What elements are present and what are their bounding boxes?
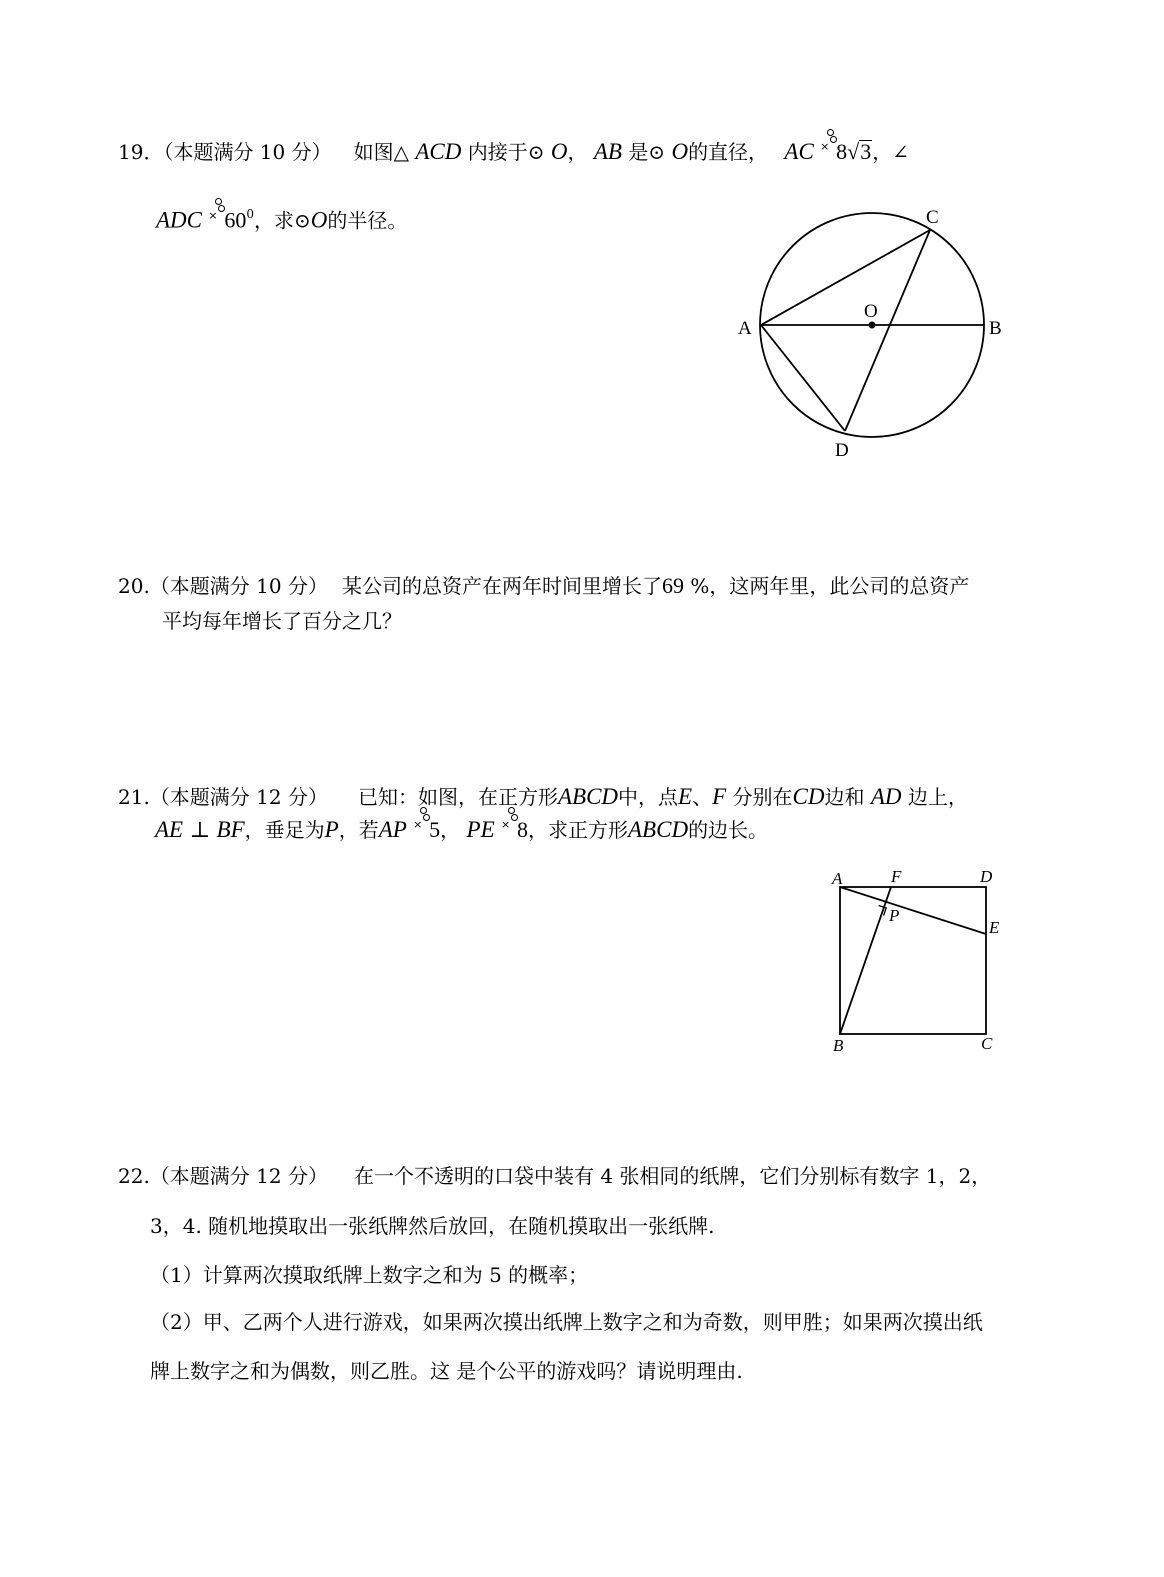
q21-ap: AP (378, 817, 407, 842)
label-c: C (981, 1034, 993, 1053)
q20-text1: 某公司的总资产在两年时间里增长了 (341, 574, 662, 598)
q21-comma: ， (440, 818, 461, 842)
q19-ac-root: 3 (860, 139, 872, 164)
equals-glyph-icon: × (501, 817, 517, 837)
q21-bf: BF (216, 817, 245, 842)
q22-text1: 在一个不透明的口袋中装有 4 张相同的纸牌，它们分别标有数字 1，2， (353, 1164, 992, 1188)
q21-text7: ，若 (338, 818, 379, 842)
q21-e: E (678, 784, 693, 809)
q19-o-3: O (310, 207, 328, 233)
q21-abcd: ABCD (557, 784, 619, 809)
q22-line-3 (150, 1261, 588, 1289)
q22-text4: （2）甲、乙两个人进行游戏，如果两次摸出纸牌上数字之和为奇数，则甲胜；如果两次摸出纸 (150, 1310, 983, 1334)
equals-glyph-icon: × (413, 817, 429, 837)
q21-line-2 (155, 816, 768, 844)
q19-text6: 的半径。 (327, 208, 408, 233)
label-d: D (835, 440, 849, 461)
q19-line-1 (118, 138, 909, 166)
q21-ap-value: 5 (429, 817, 441, 842)
q19-text1: 如图△ (353, 140, 410, 164)
q21-ae: AE (155, 817, 184, 842)
q20-score: （本题满分 10 分） (149, 574, 328, 598)
q19-ac: AC (784, 139, 814, 164)
q22-text3: （1）计算两次摸取纸牌上数字之和为 5 的概率； (150, 1263, 589, 1287)
label-f: F (891, 867, 902, 886)
q21-perp: ⊥ (189, 817, 211, 842)
label-b: B (989, 318, 1002, 339)
q21-pe-value: 8 (517, 817, 528, 842)
q21-sep: 、 (692, 785, 713, 809)
q20-text3: 平均每年增长了百分之几？ (162, 609, 402, 633)
q21-cd: CD (792, 784, 825, 809)
q21-p: P (324, 817, 339, 842)
q21-text5: 边上， (907, 785, 968, 809)
q20-line-2 (162, 607, 402, 635)
segment-bf (840, 887, 891, 1034)
q22-line-2 (150, 1212, 715, 1240)
q21-text1: 已知：如图，在正方形 (357, 785, 558, 809)
q22-text5: 牌上数字之和为偶数，则乙胜。这 是个公平的游戏吗？请说明理由. (150, 1359, 743, 1383)
q21-f: F (712, 784, 727, 809)
q19-adc: ADC (156, 207, 202, 233)
q21-text6: ，垂足为 (244, 818, 325, 842)
q19-circle-figure (730, 200, 1020, 470)
square-abcd (840, 887, 986, 1034)
q21-abcd-2: ABCD (628, 817, 689, 842)
q21-text2: 中，点 (618, 785, 679, 809)
label-a: A (832, 869, 843, 888)
q22-line-5 (150, 1357, 743, 1385)
q19-sep1: ， (567, 140, 588, 164)
q21-ad: AD (870, 784, 902, 809)
label-d: D (980, 867, 993, 886)
q22-score: （本题满分 12 分） (149, 1164, 328, 1188)
q19-number: 19． (118, 140, 164, 164)
q20-percent: 69 (661, 573, 684, 598)
segment-cd (845, 230, 930, 431)
q19-score: （本题满分 10 分） (163, 140, 332, 164)
label-o: O (864, 301, 878, 322)
equals-glyph-icon: × (208, 208, 224, 228)
q21-text9: 的边长。 (688, 818, 769, 842)
q22-line-4 (150, 1308, 983, 1336)
q19-text5: ，求⊙ (254, 208, 311, 233)
q21-line-1 (118, 783, 968, 811)
label-a: A (738, 318, 752, 339)
label-p: P (889, 906, 900, 925)
q19-angle-sign: ，∠ (872, 140, 910, 164)
q19-triangle: ACD (415, 139, 462, 164)
q21-number: 21. (118, 785, 150, 809)
q19-angle-value: 60 (224, 207, 247, 233)
q22-text2: 3，4. 随机地摸取出一张纸牌然后放回，在随机摸取出一张纸牌. (150, 1214, 715, 1238)
segment-ae (840, 887, 986, 934)
q21-pe: PE (466, 817, 495, 842)
q19-line-2 (156, 202, 407, 235)
q19-text3: 是⊙ (628, 140, 666, 164)
q22-number: 22. (118, 1164, 150, 1188)
label-e: E (989, 918, 1000, 937)
q19-ab: AB (593, 139, 622, 164)
q19-text4: 的直径， (688, 140, 769, 164)
q21-score: （本题满分 12 分） (149, 785, 328, 809)
q21-text3: 分别在 (732, 785, 793, 809)
label-b: B (833, 1036, 844, 1055)
q20-text2: %，这两年里，此公司的总资产 (690, 574, 970, 598)
equals-glyph-icon: × (820, 139, 836, 159)
q21-square-figure (825, 862, 1015, 1062)
q20-line-1 (118, 572, 969, 600)
q21-text8: ，求正方形 (528, 818, 628, 842)
q19-text2: 内接于⊙ (467, 140, 545, 164)
q21-text4: 边和 (824, 785, 865, 809)
q19-ac-value: 8 (836, 139, 848, 164)
q19-o: O (550, 139, 568, 164)
q19-o-2: O (671, 139, 689, 164)
sqrt-icon: √ (847, 139, 860, 164)
segment-ac (761, 230, 930, 325)
center-point-o (869, 322, 876, 329)
label-c: C (926, 207, 939, 228)
q22-line-1 (118, 1162, 991, 1190)
q19-angle-sup: 0 (246, 207, 254, 221)
q20-number: 20. (118, 574, 150, 598)
